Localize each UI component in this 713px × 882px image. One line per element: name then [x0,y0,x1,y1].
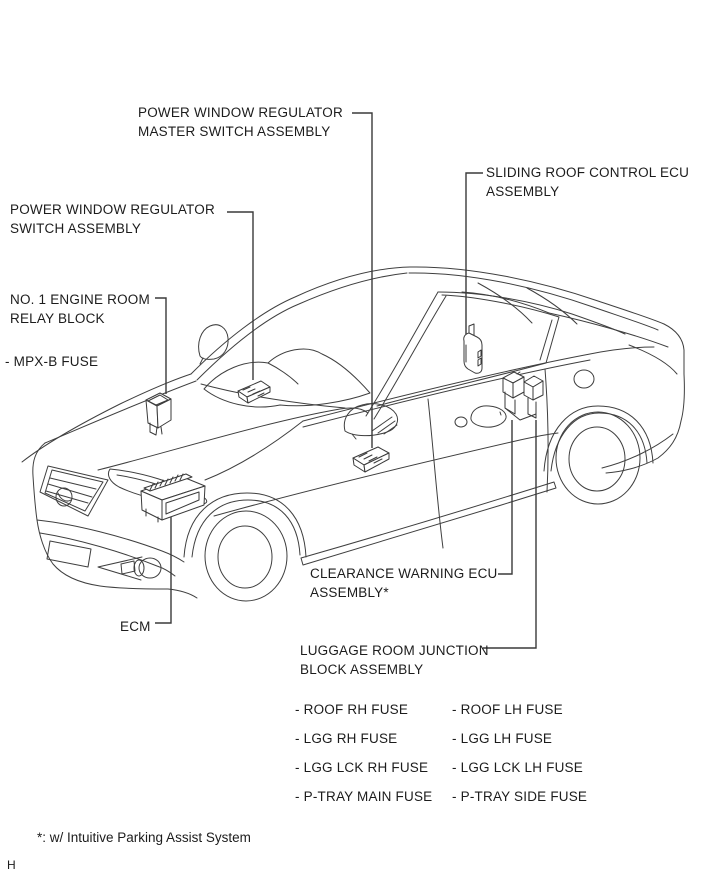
label-line: BLOCK ASSEMBLY [300,662,424,677]
label-mpx-b-fuse [5,352,98,371]
label-line: - MPX-B FUSE [5,354,99,369]
fuse-name: - P-TRAY MAIN FUSE [295,789,433,804]
label-luggage-room-junction-block [300,641,489,679]
label-line: RELAY BLOCK [10,311,105,326]
fuse-name: - LGG LCK RH FUSE [295,760,429,775]
power-window-switch-illustration [238,381,270,403]
label-engine-room-relay-block [10,290,150,328]
label-line: MASTER SWITCH ASSEMBLY [138,124,331,139]
label-line: ASSEMBLY* [310,585,389,600]
label-line: POWER WINDOW REGULATOR [10,202,215,217]
fuse-row [295,700,563,719]
engine-room-relay-block-illustration [146,393,171,435]
footnote: *: w/ Intuitive Parking Assist System [37,830,251,845]
power-window-master-switch-illustration [353,447,389,472]
label-ecm [120,617,151,636]
fuse-row [295,787,587,806]
leader-line-ecm [155,517,171,623]
fuse-name: - LGG LCK LH FUSE [452,760,583,775]
label-line: SWITCH ASSEMBLY [10,221,142,236]
label-line: NO. 1 ENGINE ROOM [10,292,150,307]
ecm-illustration [141,474,205,522]
label-power-window-master-switch [138,103,343,141]
fuse-name: - LGG RH FUSE [295,731,398,746]
label-line: POWER WINDOW REGULATOR [138,105,343,120]
leader-line-power-window-switch [227,212,253,380]
label-clearance-warning-ecu [310,564,497,602]
fuse-row [295,758,583,777]
clearance-ecu-and-luggage-junction-illustration [503,372,543,420]
label-line: ECM [120,619,151,634]
fuse-name: - ROOF LH FUSE [452,702,563,717]
label-sliding-roof-ecu [486,163,689,201]
fuse-row [295,729,552,748]
leader-line-sliding-roof-ecu [466,173,483,334]
fuse-name: - ROOF RH FUSE [295,702,409,717]
page-marker: H [7,858,16,872]
label-line: SLIDING ROOF CONTROL ECU [486,165,690,180]
leader-line-engine-room-relay-block [155,298,166,394]
leader-line-luggage-room-junction-block [483,420,536,648]
label-line: ASSEMBLY [486,184,560,199]
label-power-window-switch [10,200,215,238]
label-line: LUGGAGE ROOM JUNCTION [300,643,489,658]
fuse-name: - P-TRAY SIDE FUSE [452,789,588,804]
label-line: CLEARANCE WARNING ECU [310,566,498,581]
fuse-name: - LGG LH FUSE [452,731,553,746]
